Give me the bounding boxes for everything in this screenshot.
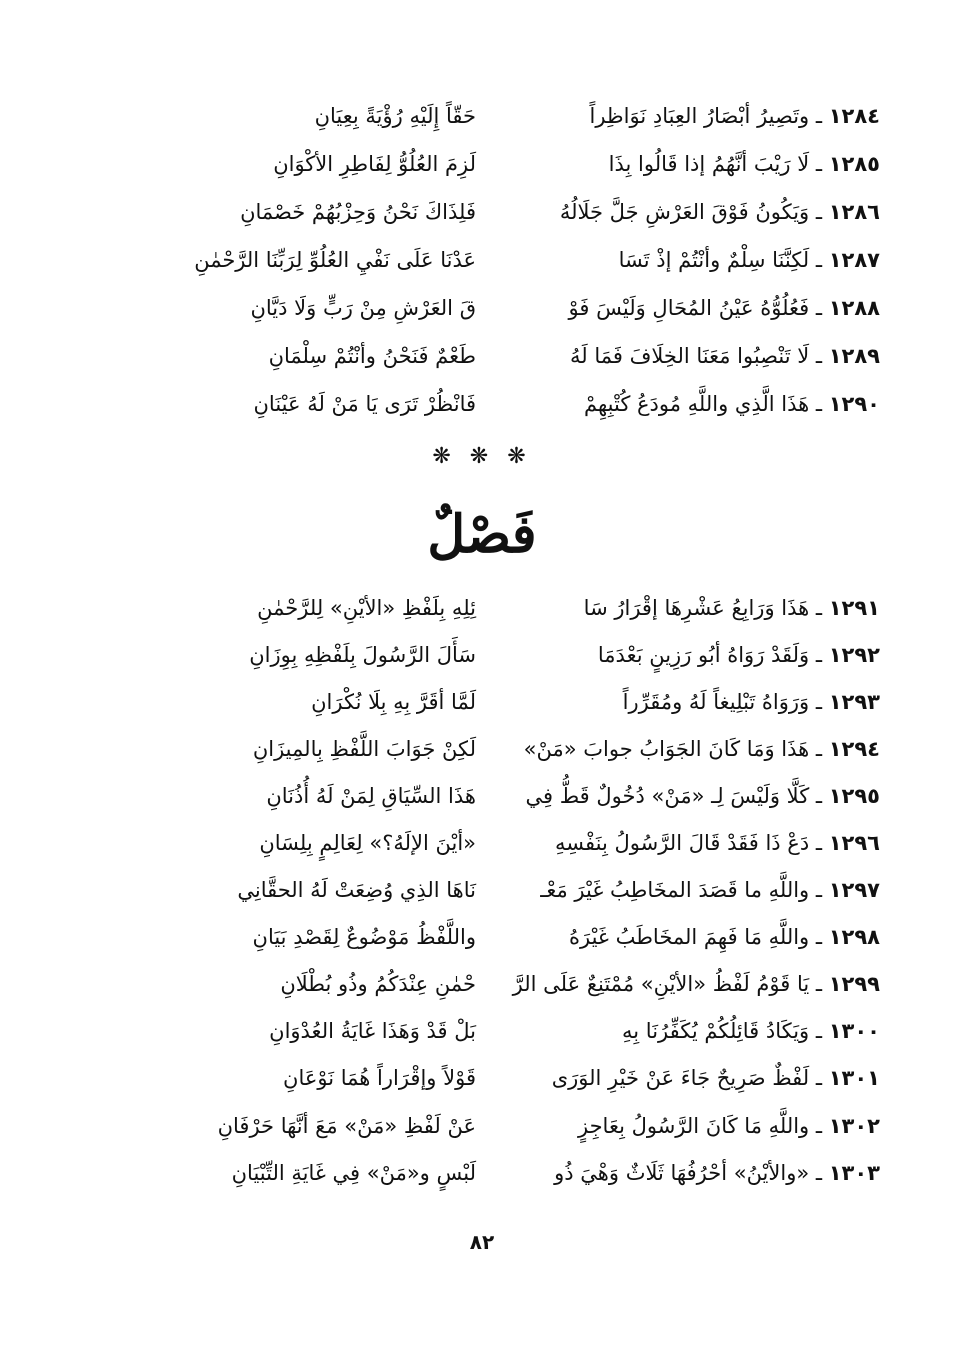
verse-number: ١٣٠٣: [828, 1160, 880, 1185]
page-number: ٨٢: [469, 1230, 495, 1254]
verse-first-text: «والأيْنُ» أحْرُفُهَا ثَلَاثٌ وَهْيَ ذُو: [554, 1160, 810, 1185]
verse-first-hemistich: [484, 631, 880, 679]
verse-row: [80, 1102, 880, 1149]
verse-number: ١٢٨٧: [828, 248, 880, 272]
verse-second-hemistich: بَلْ قَدْ وَهَذَا غَايَةُ العُدْوَانِ: [269, 1019, 476, 1044]
verse-dash: ـ: [809, 1066, 829, 1091]
verse-dash: ـ: [809, 296, 829, 320]
verse-first-text: واللَّهِ ما قَصَدَ المخَاطِبُ غَيْرَ مَعْـ: [540, 878, 810, 903]
verse-first-text: فَعُلُوُّهُ عَيْنُ المُحَالِ وَلَيْسَ فَوْ: [568, 296, 810, 320]
verse-first-text: يَا قَوْمُ لَفْظُ «الأيْنِ» مُمْتَنِعٌ عَلَى الرَّ: [512, 972, 810, 997]
verse-dash: ـ: [809, 783, 829, 808]
verse-first-hemistich: [484, 92, 880, 140]
verse-first-hemistich: [484, 140, 880, 188]
verse-second-hemistich: نَاهَا الذِي وُضِعَتْ لَهُ الحقَّانِي: [237, 878, 476, 903]
verse-row: [80, 819, 880, 866]
verse-first-text: وَيَكَادُ قَائِلُكُمْ يُكَفِّرُنَا بِهِ: [622, 1019, 810, 1044]
verse-row: [80, 961, 880, 1008]
verse-dash: ـ: [809, 152, 829, 176]
verse-first-hemistich: [484, 236, 880, 284]
verse-first-text: هَذَا وَمَا كَانَ الجَوَابُ جوابَ «مَنْ»: [523, 736, 810, 761]
verse-row: [80, 584, 880, 631]
verse-first-text: وَلَقَدْ رَوَاهُ أبُو رَزِينٍ بَعْدَمَا: [597, 642, 810, 667]
verse-number: ١٢٩٢: [828, 642, 880, 667]
verses-block-after: [80, 584, 880, 1196]
verse-first-text: هَذَا وَرَابِعُ عَشْرِهَا إقْرَارُ سَا: [583, 595, 810, 620]
verse-first-hemistich: [484, 866, 880, 914]
verse-first-text: لَكِنَّنَا سِلْمٌ وأنْتُمْ إذْ تَسَا: [618, 248, 810, 272]
verse-row: [80, 332, 880, 380]
verse-number: ١٢٩٦: [828, 831, 880, 856]
verse-second-hemistich: لَزِمَ العُلُوُّ لِفَاطِرِ الأكْوَانِ: [273, 152, 476, 176]
section-separator: ❋ ❋ ❋: [432, 444, 532, 469]
verse-first-hemistich: [484, 188, 880, 236]
verse-first-hemistich: [484, 819, 880, 867]
verse-number: ١٢٨٥: [828, 152, 880, 176]
verse-second-hemistich: حَقّاً إِلَيْهِ رُؤْيَةً بِعِيَانِ: [314, 104, 476, 128]
verse-row: [80, 380, 880, 428]
verse-second-hemistich: قَ العَرْشِ مِنْ رَبٍّ وَلَا دَيَّانِ: [250, 296, 476, 320]
verse-dash: ـ: [809, 689, 829, 714]
verse-number: ١٢٩٨: [828, 925, 880, 950]
verse-row: [80, 1008, 880, 1055]
verse-first-hemistich: [484, 284, 880, 332]
verse-number: ١٣٠٢: [828, 1113, 880, 1138]
verse-first-text: هَذَا الَّذِي واللَّهِ مُودَعُ كُتْبِهِمْ: [583, 392, 810, 416]
verse-number: ١٣٠٠: [828, 1019, 880, 1044]
verse-number: ١٣٠١: [828, 1066, 880, 1091]
verse-dash: ـ: [809, 642, 829, 667]
verse-second-hemistich: لَبْسٍ و«مَنْ» فِي غَايَةِ التِّبْيَانِ: [231, 1160, 476, 1185]
verse-number: ١٢٨٩: [828, 344, 880, 368]
verse-row: [80, 631, 880, 678]
verse-dash: ـ: [809, 200, 829, 224]
verse-second-hemistich: عَنْ لَفْظِ «مَنْ» مَعَ أنَّهَا حَرْفَانِ: [217, 1113, 476, 1138]
verse-number: ١٢٨٦: [828, 200, 880, 224]
verse-number: ١٢٩٠: [828, 392, 880, 416]
verse-number: ١٢٩٣: [828, 689, 880, 714]
verse-second-hemistich: فَلِذَاكَ نَحْنُ وَحِزْبُهُمْ خَصْمَانِ: [240, 200, 476, 224]
verse-first-text: وَيَكُونُ فَوْقَ العَرْشِ جَلَّ جَلَالُهُ: [559, 200, 810, 224]
verse-second-hemistich: واللَّفْظُ مَوْضُوعٌ لِقَصْدِ بَيَانِ: [252, 925, 476, 950]
verse-row: [80, 188, 880, 236]
verse-dash: ـ: [809, 972, 829, 997]
verse-row: [80, 725, 880, 772]
verse-first-hemistich: [484, 1007, 880, 1055]
verse-row: [80, 914, 880, 961]
verse-first-text: وتَصِيرُ أبْصَارُ العِبَادِ نَوَاظِراً: [589, 104, 810, 128]
verse-first-hemistich: [484, 913, 880, 961]
verse-first-text: واللَّهِ مَا كَانَ الرَّسُولُ بِعَاجِزٍ: [577, 1113, 810, 1138]
verse-dash: ـ: [809, 344, 829, 368]
verse-row: [80, 867, 880, 914]
verse-dash: ـ: [809, 595, 829, 620]
verse-number: ١٢٨٨: [828, 296, 880, 320]
verse-first-text: لَا تَنْصِبُوا مَعَنَا الخِلَافَ فَمَا لَهُ: [570, 344, 810, 368]
verse-number: ١٢٩٤: [828, 736, 880, 761]
verse-first-hemistich: [484, 1102, 880, 1150]
verse-dash: ـ: [809, 104, 829, 128]
verse-row: [80, 236, 880, 284]
verse-number: ١٢٩٩: [828, 972, 880, 997]
section-title: فَصْلٌ: [427, 504, 537, 565]
verse-number: ١٢٨٤: [828, 104, 880, 128]
verse-first-hemistich: [484, 332, 880, 380]
verse-first-text: لَا رَيْبَ أنَّهُمُ إذا قَالُوا بِذَا: [608, 152, 810, 176]
verse-row: [80, 1149, 880, 1196]
verse-first-hemistich: [484, 772, 880, 820]
verse-dash: ـ: [809, 392, 829, 416]
verse-number: ١٢٩٧: [828, 878, 880, 903]
verse-second-hemistich: سَأَلَ الرَّسُولَ بِلَفْظِهِ بِوِزَانِ: [249, 642, 476, 667]
verse-number: ١٢٩١: [828, 595, 880, 620]
verse-second-hemistich: طَعْمٌ فَنَحْنُ وأنْتُمْ سِلْمَانِ: [268, 344, 476, 368]
verse-dash: ـ: [809, 1160, 829, 1185]
verse-row: [80, 1055, 880, 1102]
verse-second-hemistich: فَانْظُرْ تَرَى يَا مَنْ لَهُ عَيْنَانِ: [253, 392, 476, 416]
verse-dash: ـ: [809, 1019, 829, 1044]
verse-row: [80, 140, 880, 188]
verse-dash: ـ: [809, 831, 829, 856]
verse-first-hemistich: [484, 960, 880, 1008]
verse-first-hemistich: [484, 725, 880, 773]
verse-dash: ـ: [809, 925, 829, 950]
verse-second-hemistich: لَكِنْ جَوَابَ اللَّفْظِ بِالمِيزَانِ: [252, 736, 476, 761]
verse-row: [80, 92, 880, 140]
verse-first-hemistich: [484, 678, 880, 726]
verse-first-text: وَرَوَاهُ تَبْلِيغاً لَهُ ومُقَرِّراً: [622, 689, 810, 714]
verse-number: ١٢٩٥: [828, 783, 880, 808]
verse-second-hemistich: «أيْنَ الإلَهُ؟» لِعَالِمٍ بِلِسَانِ: [259, 831, 476, 856]
verses-block-before: [80, 92, 880, 428]
verse-first-text: لَفْظٌ صَرِيحٌ جَاءَ عَنْ خَيْرِ الوَرَى: [551, 1066, 810, 1091]
verse-row: [80, 284, 880, 332]
verse-dash: ـ: [809, 248, 829, 272]
verse-dash: ـ: [809, 1113, 829, 1138]
verse-second-hemistich: حْمٰنِ عِنْدَكُمُ وذُو بُطْلَانِ: [280, 972, 476, 997]
verse-dash: ـ: [809, 736, 829, 761]
verse-second-hemistich: ئِلِهِ بِلَفْظِ «الأيْنِ» لِلرَّحْمٰنِ: [257, 595, 476, 620]
verse-first-text: دَعْ ذَا فَقَدْ قَالَ الرَّسُولُ بِنَفْسِهِ: [555, 831, 810, 856]
verse-second-hemistich: عَدْنَا عَلَى نَفْيِ العُلُوِّ لِرَبِّنَا الرَّحْمٰنِ: [194, 248, 476, 272]
verse-first-hemistich: [484, 1149, 880, 1197]
verse-second-hemistich: هَذَا السِّيَاقِ لِمَنْ لَهُ أُذُنَانِ: [266, 783, 476, 808]
verse-first-text: كَلَّا وَلَيْسَ لِـ «مَنْ» دُخُولٌ قَطُّ فِي: [525, 783, 810, 808]
verse-row: [80, 678, 880, 725]
verse-second-hemistich: لَمَّا أقَرَّ بِهِ بِلَا نُكْرَانِ: [311, 689, 476, 714]
verse-first-hemistich: [484, 584, 880, 632]
verse-first-hemistich: [484, 380, 880, 428]
verse-first-text: واللَّهِ مَا فَهِمَ المخَاطَبُ غَيْرَهُ: [569, 925, 810, 950]
verse-row: [80, 772, 880, 819]
verse-second-hemistich: قَوْلاً وإقْرَاراً هُمَا نَوْعَانِ: [283, 1066, 476, 1091]
verse-first-hemistich: [484, 1054, 880, 1102]
verse-dash: ـ: [809, 878, 829, 903]
